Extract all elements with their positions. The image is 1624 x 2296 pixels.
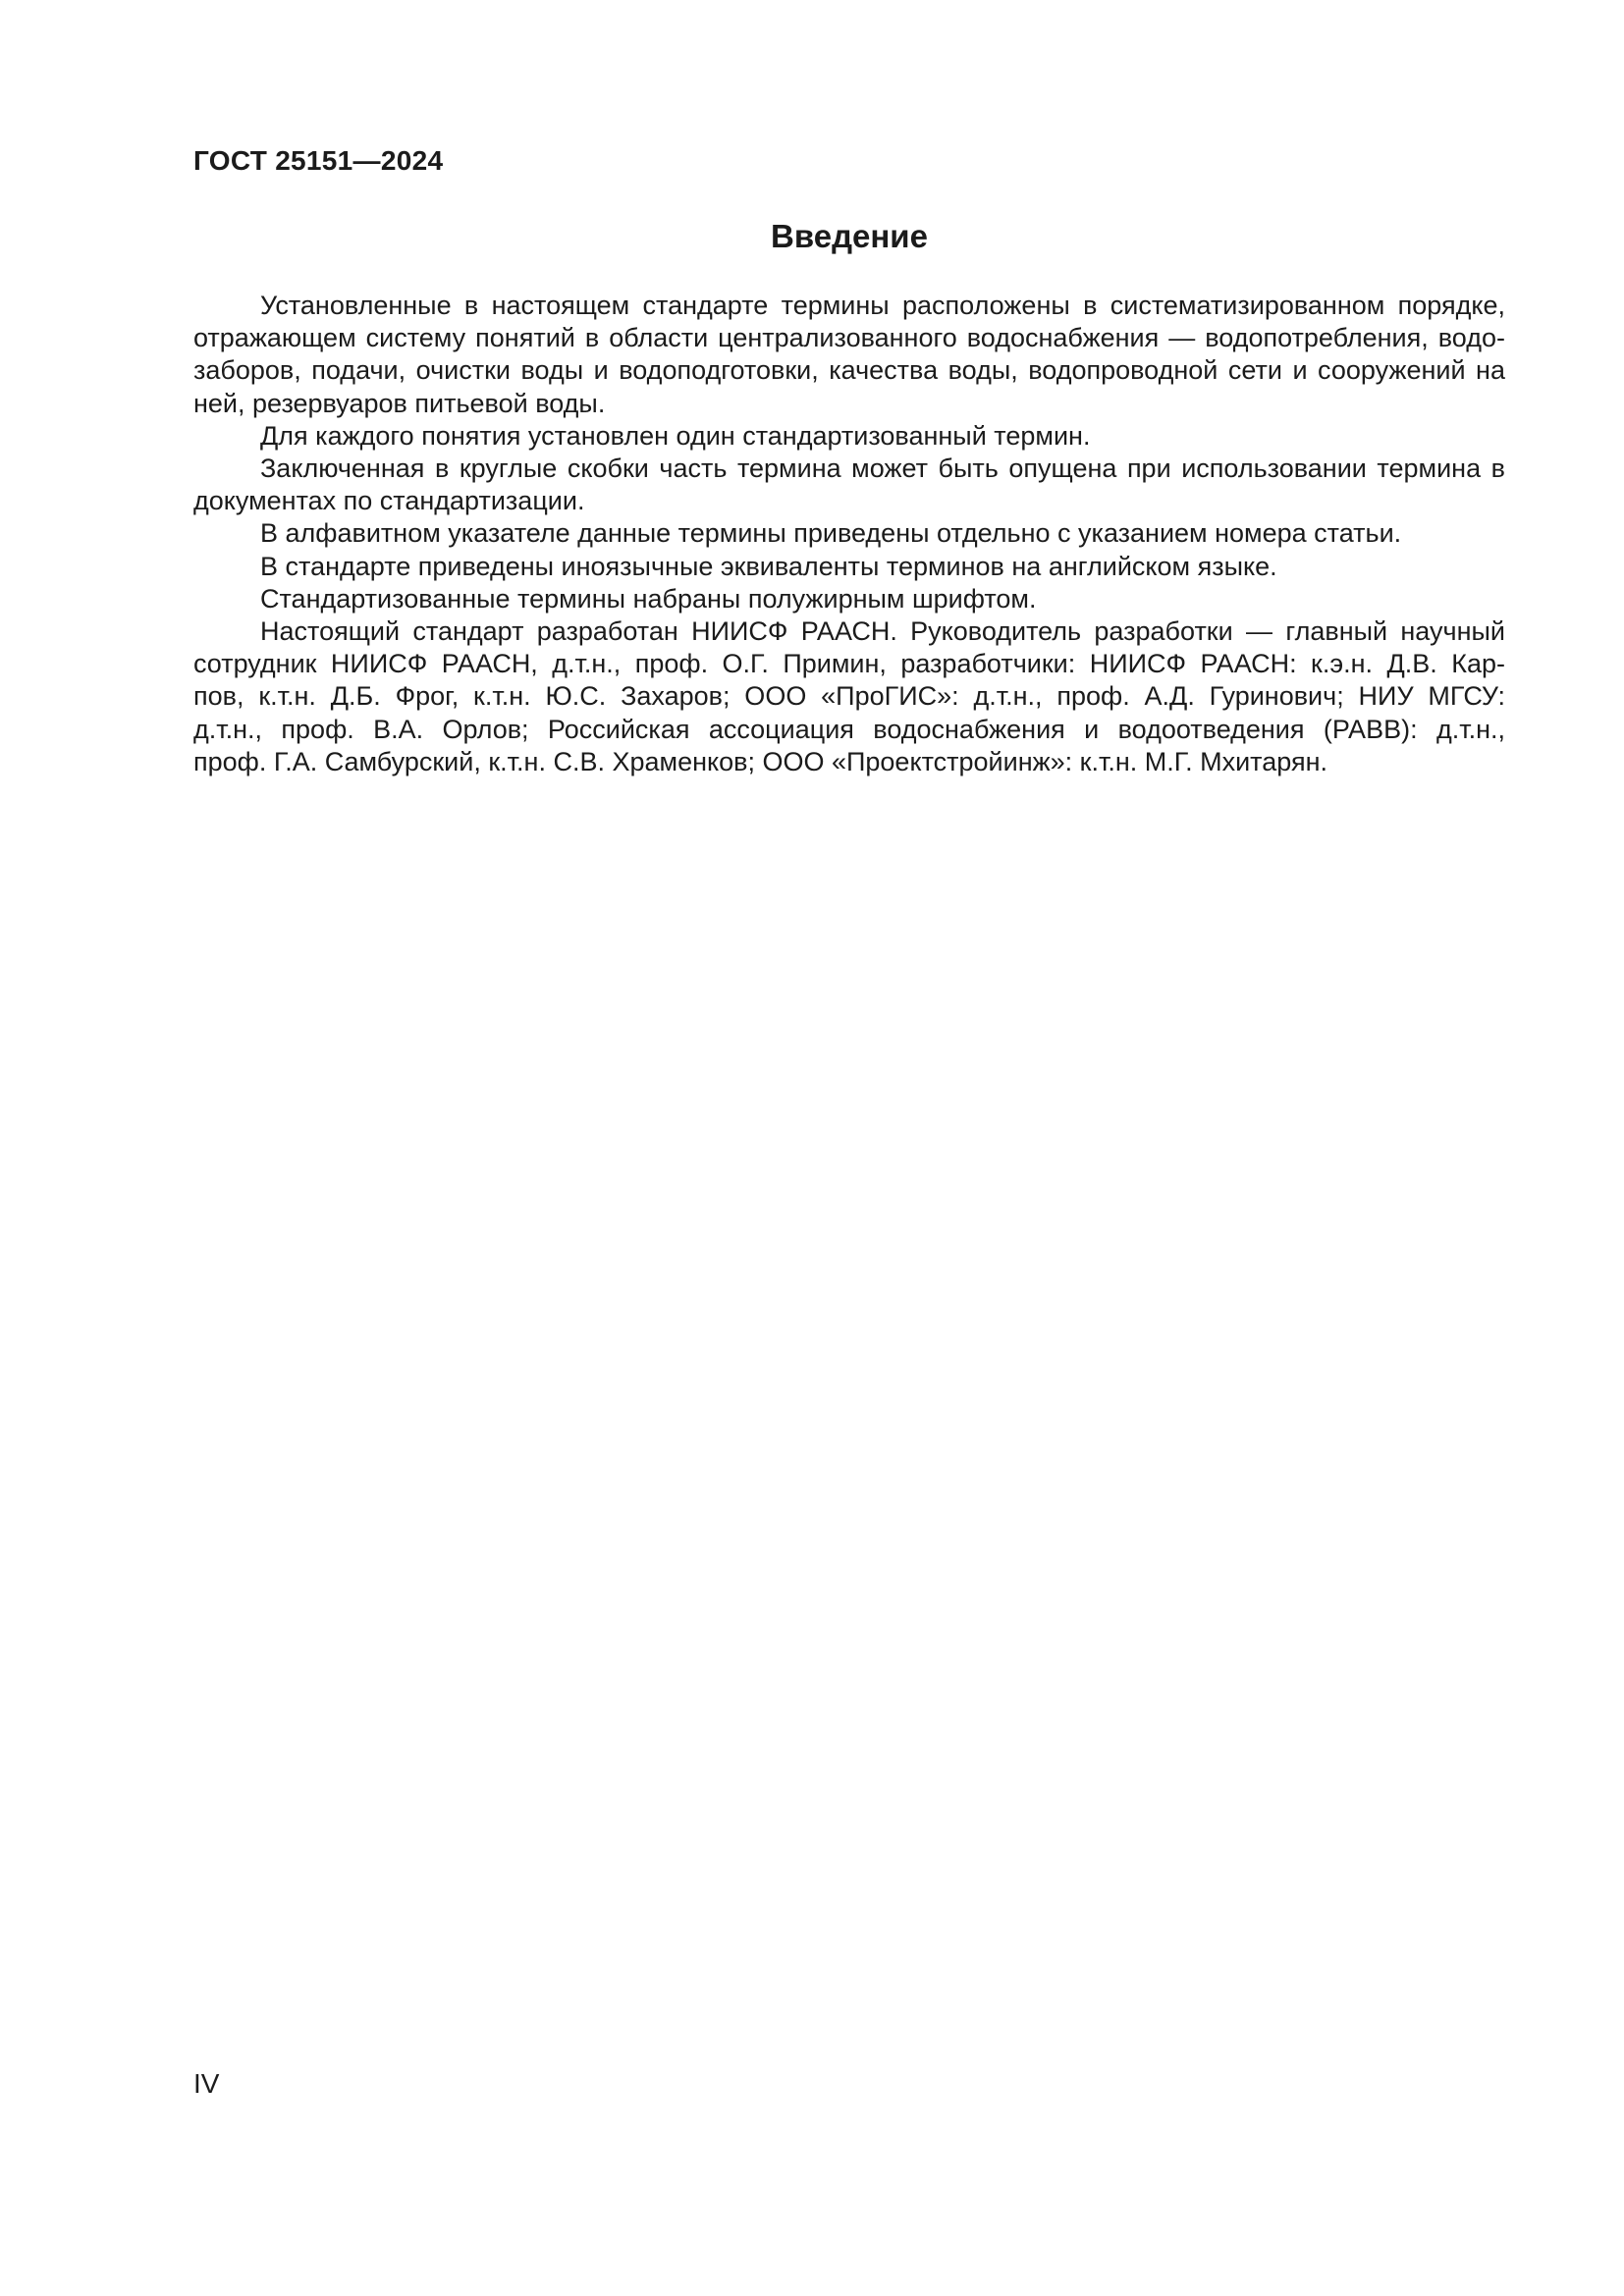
document-code: ГОСТ 25151—2024 [193, 145, 444, 176]
section-title: Введение [771, 218, 928, 254]
text-line: отражающем систему понятий в области централизованного водоснабжения — водопотребления, водо- [193, 323, 1505, 353]
text-line: проф. Г.А. Самбурский, к.т.н. С.В. Храменков; ООО «Проектстройинж»: к.т.н. М.Г. Мхитарян. [193, 746, 1328, 776]
text-line: В стандарте приведены иноязычные эквиваленты терминов на английском языке. [260, 551, 1277, 581]
text-line: заборов, подачи, очистки воды и водоподготовки, качества воды, водопроводной сети и сооружений на [193, 355, 1505, 386]
text-line: сотрудник НИИСФ РААСН, д.т.н., проф. О.Г. Примин, разработчики: НИИСФ РААСН: к.э.н. Д.В. Кар- [193, 649, 1505, 679]
text-line: ней, резервуаров питьевой воды. [193, 388, 606, 418]
text-line: документах по стандартизации. [193, 486, 585, 516]
text-line: В алфавитном указателе данные термины приведены отдельно с указанием номера статьи. [260, 518, 1402, 549]
text-line: Стандартизованные термины набраны полужирным шрифтом. [260, 583, 1037, 614]
text-line: Настоящий стандарт разработан НИИСФ РААСН. Руководитель разработки — главный научный [260, 616, 1505, 647]
text-line: д.т.н., проф. В.А. Орлов; Российская ассоциация водоснабжения и водоотведения (РАВВ): д.т.н., [193, 714, 1505, 744]
text-line: Заключенная в круглые скобки часть термина может быть опущена при использовании термина в [260, 454, 1505, 484]
text-line: пов, к.т.н. Д.Б. Фрог, к.т.н. Ю.С. Захаров; ООО «ПроГИС»: д.т.н., проф. А.Д. Гуринович; НИУ МГСУ: [193, 681, 1505, 712]
page-number: IV [193, 2068, 220, 2099]
introduction-text [193, 290, 1505, 778]
text-line: Установленные в настоящем стандарте термины расположены в систематизированном порядке, [260, 291, 1505, 320]
text-line: Для каждого понятия установлен один стандартизованный термин. [260, 420, 1091, 451]
